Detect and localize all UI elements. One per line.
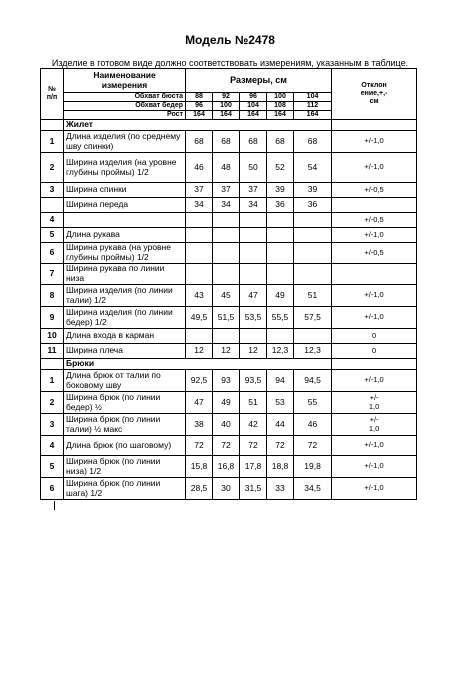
- row-number: 1: [41, 370, 64, 392]
- measurement-name: Ширина плеча: [64, 344, 186, 359]
- size-value: 72: [267, 436, 294, 456]
- row-number: 7: [41, 264, 64, 285]
- size-value: 36: [267, 198, 294, 213]
- measurement-name: Ширина брюк (по линии шага) 1/2: [64, 478, 186, 500]
- size-value: 30: [213, 478, 240, 500]
- size-value: [240, 243, 267, 264]
- size-value: 33: [267, 478, 294, 500]
- measurement-row: [41, 213, 417, 228]
- row-number: 4: [41, 213, 64, 228]
- size-value: 54: [294, 153, 332, 183]
- measurements-table: [40, 68, 417, 500]
- size-value: 37: [186, 183, 213, 198]
- header-hip-row-value: 108: [267, 102, 294, 111]
- row-number: 3: [41, 183, 64, 198]
- size-value: 34,5: [294, 478, 332, 500]
- size-value: 68: [213, 131, 240, 153]
- text-cursor: [54, 501, 55, 510]
- measurement-row: [41, 153, 417, 183]
- size-value: [186, 243, 213, 264]
- header-bust-row-value: 88: [186, 93, 213, 102]
- size-value: 39: [267, 183, 294, 198]
- header-bust-row-value: 92: [213, 93, 240, 102]
- row-number: 10: [41, 329, 64, 344]
- size-value: [240, 228, 267, 243]
- size-value: [186, 329, 213, 344]
- row-number: 2: [41, 153, 64, 183]
- size-value: 43: [186, 285, 213, 307]
- row-number: [41, 198, 64, 213]
- size-value: [186, 228, 213, 243]
- size-value: 12: [213, 344, 240, 359]
- size-value: 34: [213, 198, 240, 213]
- size-value: [267, 264, 294, 285]
- row-number: 4: [41, 436, 64, 456]
- measurement-row: [41, 414, 417, 436]
- tolerance-value: +/-1,0: [332, 285, 417, 307]
- size-value: 68: [294, 131, 332, 153]
- header-height-row-label: Рост: [64, 111, 186, 120]
- measurement-row: [41, 456, 417, 478]
- size-value: 39: [294, 183, 332, 198]
- header-bust-row-value: 96: [240, 93, 267, 102]
- size-value: 49,5: [186, 307, 213, 329]
- size-value: 51: [294, 285, 332, 307]
- tolerance-value: +/-1,0: [332, 228, 417, 243]
- row-number: 5: [41, 228, 64, 243]
- size-value: [240, 329, 267, 344]
- measurement-row: [41, 131, 417, 153]
- measurement-name: Ширина изделия (на уровне глубины проймы) 1/2: [64, 153, 186, 183]
- size-value: 53: [267, 392, 294, 414]
- measurement-row: [41, 370, 417, 392]
- tolerance-value: +/-0,5: [332, 243, 417, 264]
- tolerance-value: +/-1,0: [332, 370, 417, 392]
- size-value: 72: [213, 436, 240, 456]
- size-value: 44: [267, 414, 294, 436]
- tolerance-value: [332, 198, 417, 213]
- section-title: Жилет: [64, 120, 332, 131]
- measurement-row: [41, 243, 417, 264]
- header-row: [41, 69, 417, 93]
- size-value: 68: [240, 131, 267, 153]
- size-value: 53,5: [240, 307, 267, 329]
- size-value: 52: [267, 153, 294, 183]
- header-hip-row-value: 96: [186, 102, 213, 111]
- page-subtitle: Изделие в готовом виде должно соответствовать измерениям, указанным в таблице.: [51, 58, 409, 68]
- size-value: [213, 213, 240, 228]
- tolerance-value: +/- 1,0: [332, 392, 417, 414]
- size-value: 16,8: [213, 456, 240, 478]
- size-value: 34: [186, 198, 213, 213]
- row-number: 5: [41, 456, 64, 478]
- size-value: [186, 213, 213, 228]
- size-value: 12: [186, 344, 213, 359]
- size-value: [186, 264, 213, 285]
- size-value: 12: [240, 344, 267, 359]
- section-number-cell: [41, 359, 64, 370]
- tolerance-value: 0: [332, 329, 417, 344]
- size-value: 72: [294, 436, 332, 456]
- size-value: 48: [213, 153, 240, 183]
- header-sizes-cell: Размеры, см: [186, 69, 332, 93]
- size-value: [213, 243, 240, 264]
- section-title-row: [41, 359, 417, 370]
- measurement-name: Ширина брюк (по линии талии) ½ макс: [64, 414, 186, 436]
- measurement-name: Ширина рукава по линии низа: [64, 264, 186, 285]
- row-number: 2: [41, 392, 64, 414]
- row-number: 3: [41, 414, 64, 436]
- row-number: 6: [41, 243, 64, 264]
- measurement-name: Длина входа в карман: [64, 329, 186, 344]
- tolerance-value: +/-1,0: [332, 456, 417, 478]
- size-value: 72: [240, 436, 267, 456]
- size-value: 94,5: [294, 370, 332, 392]
- measurement-row: [41, 183, 417, 198]
- section-tolerance-cell: [332, 359, 417, 370]
- size-value: [267, 228, 294, 243]
- measurement-row: [41, 436, 417, 456]
- measurement-name: Ширина изделия (по линии бедер) 1/2: [64, 307, 186, 329]
- measurement-name: Ширина брюк (по линии низа) 1/2: [64, 456, 186, 478]
- measurement-row: [41, 285, 417, 307]
- size-value: 46: [294, 414, 332, 436]
- size-value: 38: [186, 414, 213, 436]
- size-value: 28,5: [186, 478, 213, 500]
- header-tolerance-cell: Отклон ение,+,- см: [332, 69, 417, 120]
- header-height-row-value: 164: [213, 111, 240, 120]
- size-value: 12,3: [294, 344, 332, 359]
- size-value: 55: [294, 392, 332, 414]
- header-hip-row-value: 112: [294, 102, 332, 111]
- size-value: [267, 213, 294, 228]
- size-value: [213, 228, 240, 243]
- section-number-cell: [41, 120, 64, 131]
- size-value: [294, 228, 332, 243]
- size-value: 12,3: [267, 344, 294, 359]
- tolerance-value: +/-1,0: [332, 436, 417, 456]
- tolerance-value: +/-1,0: [332, 153, 417, 183]
- measurement-name: [64, 213, 186, 228]
- tolerance-value: 0: [332, 344, 417, 359]
- size-value: 50: [240, 153, 267, 183]
- measurement-name: Длина рукава: [64, 228, 186, 243]
- measurement-name: Ширина изделия (по линии талии) 1/2: [64, 285, 186, 307]
- measurement-name: Длина брюк от талии по боковому шву: [64, 370, 186, 392]
- size-value: 42: [240, 414, 267, 436]
- size-value: 94: [267, 370, 294, 392]
- size-value: 51: [240, 392, 267, 414]
- header-hip-row-label: Обхват бедер: [64, 102, 186, 111]
- header-height-row-value: 164: [294, 111, 332, 120]
- header-number-cell: № п/п: [41, 69, 64, 120]
- size-value: 46: [186, 153, 213, 183]
- size-value: 93: [213, 370, 240, 392]
- size-value: [294, 329, 332, 344]
- size-value: 55,5: [267, 307, 294, 329]
- tolerance-value: +/-0,5: [332, 183, 417, 198]
- header-bust-row-value: 104: [294, 93, 332, 102]
- size-value: [267, 329, 294, 344]
- row-number: 1: [41, 131, 64, 153]
- size-value: 68: [186, 131, 213, 153]
- size-value: 40: [213, 414, 240, 436]
- size-value: [213, 329, 240, 344]
- measurement-row: [41, 307, 417, 329]
- size-value: 34: [240, 198, 267, 213]
- measurement-name: Ширина переда: [64, 198, 186, 213]
- page-title: Модель №2478: [185, 33, 275, 47]
- size-value: 37: [213, 183, 240, 198]
- row-number: 11: [41, 344, 64, 359]
- header-bust-row-label: Обхват бюста: [64, 93, 186, 102]
- measurement-row: [41, 198, 417, 213]
- size-value: 37: [240, 183, 267, 198]
- size-value: 68: [267, 131, 294, 153]
- section-title-row: [41, 120, 417, 131]
- header-bust-row-value: 100: [267, 93, 294, 102]
- size-value: [294, 243, 332, 264]
- size-value: [213, 264, 240, 285]
- size-value: 47: [240, 285, 267, 307]
- size-value: 36: [294, 198, 332, 213]
- measurement-row: [41, 478, 417, 500]
- tolerance-value: +/-1,0: [332, 307, 417, 329]
- size-value: 31,5: [240, 478, 267, 500]
- header-hip-row-value: 104: [240, 102, 267, 111]
- row-number: 9: [41, 307, 64, 329]
- row-number: 8: [41, 285, 64, 307]
- measurement-row: [41, 228, 417, 243]
- size-value: 18,8: [267, 456, 294, 478]
- measurement-row: [41, 344, 417, 359]
- size-value: 57,5: [294, 307, 332, 329]
- measurement-row: [41, 392, 417, 414]
- tolerance-value: +/-0,5: [332, 213, 417, 228]
- header-name-cell: Наименование измерения: [64, 69, 186, 93]
- header-height-row-value: 164: [267, 111, 294, 120]
- size-value: [240, 213, 267, 228]
- size-value: 49: [213, 392, 240, 414]
- size-value: 19,8: [294, 456, 332, 478]
- header-height-row-value: 164: [186, 111, 213, 120]
- row-number: 6: [41, 478, 64, 500]
- measurement-name: Длина брюк (по шаговому): [64, 436, 186, 456]
- measurement-row: [41, 264, 417, 285]
- measurement-name: Длина изделия (по среднему шву спинки): [64, 131, 186, 153]
- section-tolerance-cell: [332, 120, 417, 131]
- measurement-name: Ширина брюк (по линии бедер) ½: [64, 392, 186, 414]
- size-value: 51,5: [213, 307, 240, 329]
- size-value: 92,5: [186, 370, 213, 392]
- tolerance-value: [332, 264, 417, 285]
- header-height-row-value: 164: [240, 111, 267, 120]
- size-value: [267, 243, 294, 264]
- size-value: 47: [186, 392, 213, 414]
- size-value: 72: [186, 436, 213, 456]
- measurement-row: [41, 329, 417, 344]
- header-hip-row-value: 100: [213, 102, 240, 111]
- measurement-name: Ширина рукава (на уровне глубины проймы) 1/2: [64, 243, 186, 264]
- measurement-name: Ширина спинки: [64, 183, 186, 198]
- tolerance-value: +/- 1,0: [332, 414, 417, 436]
- tolerance-value: +/-1,0: [332, 131, 417, 153]
- size-value: 15,8: [186, 456, 213, 478]
- tolerance-value: +/-1,0: [332, 478, 417, 500]
- size-value: [294, 213, 332, 228]
- size-value: 17,8: [240, 456, 267, 478]
- section-title: Брюки: [64, 359, 332, 370]
- size-value: 49: [267, 285, 294, 307]
- size-value: 45: [213, 285, 240, 307]
- size-value: [294, 264, 332, 285]
- size-value: 93,5: [240, 370, 267, 392]
- size-value: [240, 264, 267, 285]
